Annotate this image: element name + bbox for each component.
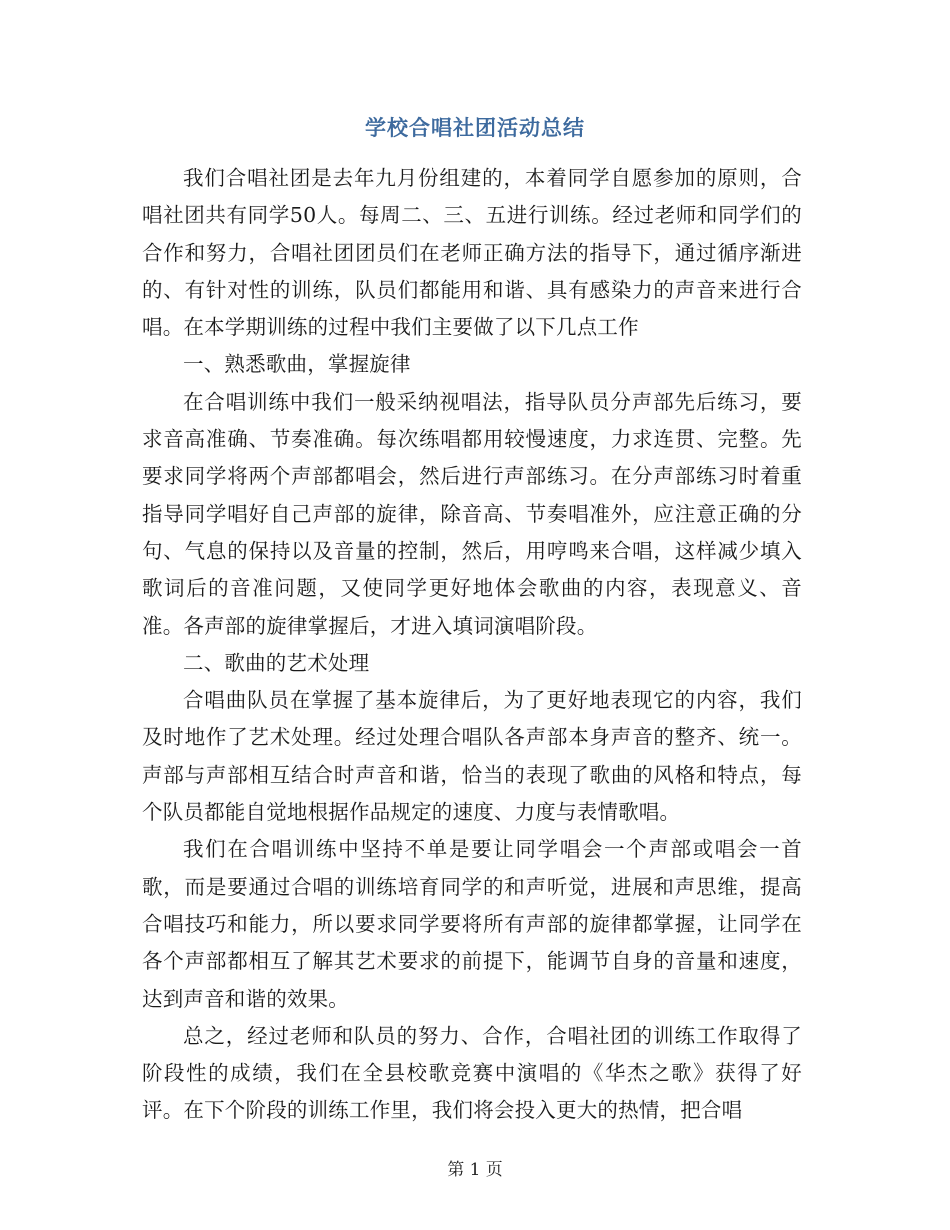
section-heading-2: 二、歌曲的艺术处理 (183, 650, 370, 675)
document-title: 学校合唱社团活动总结 (365, 115, 585, 140)
paragraph-section-1: 在合唱训练中我们一般采纳视唱法，指导队员分声部先后练习，要求音高准确、节奏准确。每次练唱都用较慢速度，力求连贯、完整。先要求同学将两个声部都唱会，然后进行声部练习。在分声部练习时着重指导同学唱好自己声部的旋律，除音高、节奏唱准外，应注意正确的分句、气息的保持以及音量的控制，然后，用哼鸣来合唱，这样减少填入歌词后的音准问题，又使同学更好地体会歌曲的内容，表现意义、音准。各声部的旋律掌握后，才进入填词演唱阶段。 (142, 389, 802, 638)
paragraph-intro: 我们合唱社团是去年九月份组建的，本着同学自愿参加的原则，合唱社团共有同学50人。每周二、三、五进行训练。经过老师和同学们的合作和努力，合唱社团团员们在老师正确方法的指导下，通过循序渐进的、有针对性的训练，队员们都能用和谐、具有感染力的声音来进行合唱。在本学期训练的过程中我们主要做了以下几点工作 (142, 166, 802, 340)
paragraph-section-2: 合唱曲队员在掌握了基本旋律后，为了更好地表现它的内容，我们及时地作了艺术处理。经过处理合唱队各声部本身声音的整齐、统一。声部与声部相互结合时声音和谐，恰当的表现了歌曲的风格和特点，每个队员都能自觉地根据作品规定的速度、力度与表情歌唱。 (142, 688, 802, 825)
document-body (142, 160, 802, 1130)
page-number: 第 1 页 (447, 1160, 503, 1180)
section-heading-1: 一、熟悉歌曲，掌握旋律 (183, 352, 411, 377)
paragraph-training: 我们在合唱训练中坚持不单是要让同学唱会一个声部或唱会一首歌，而是要通过合唱的训练培育同学的和声听觉，进展和声思维，提高合唱技巧和能力，所以要求同学要将所有声部的旋律都掌握，让同学在各个声部都相互了解其艺术要求的前提下，能调节自身的音量和速度，达到声音和谐的效果。 (142, 837, 802, 1011)
paragraph-conclusion: 总之，经过老师和队员的努力、合作，合唱社团的训练工作取得了阶段性的成绩，我们在全县校歌竞赛中演唱的《华杰之歌》获得了好评。在下个阶段的训练工作里，我们将会投入更大的热情，把合唱 (142, 1023, 802, 1123)
